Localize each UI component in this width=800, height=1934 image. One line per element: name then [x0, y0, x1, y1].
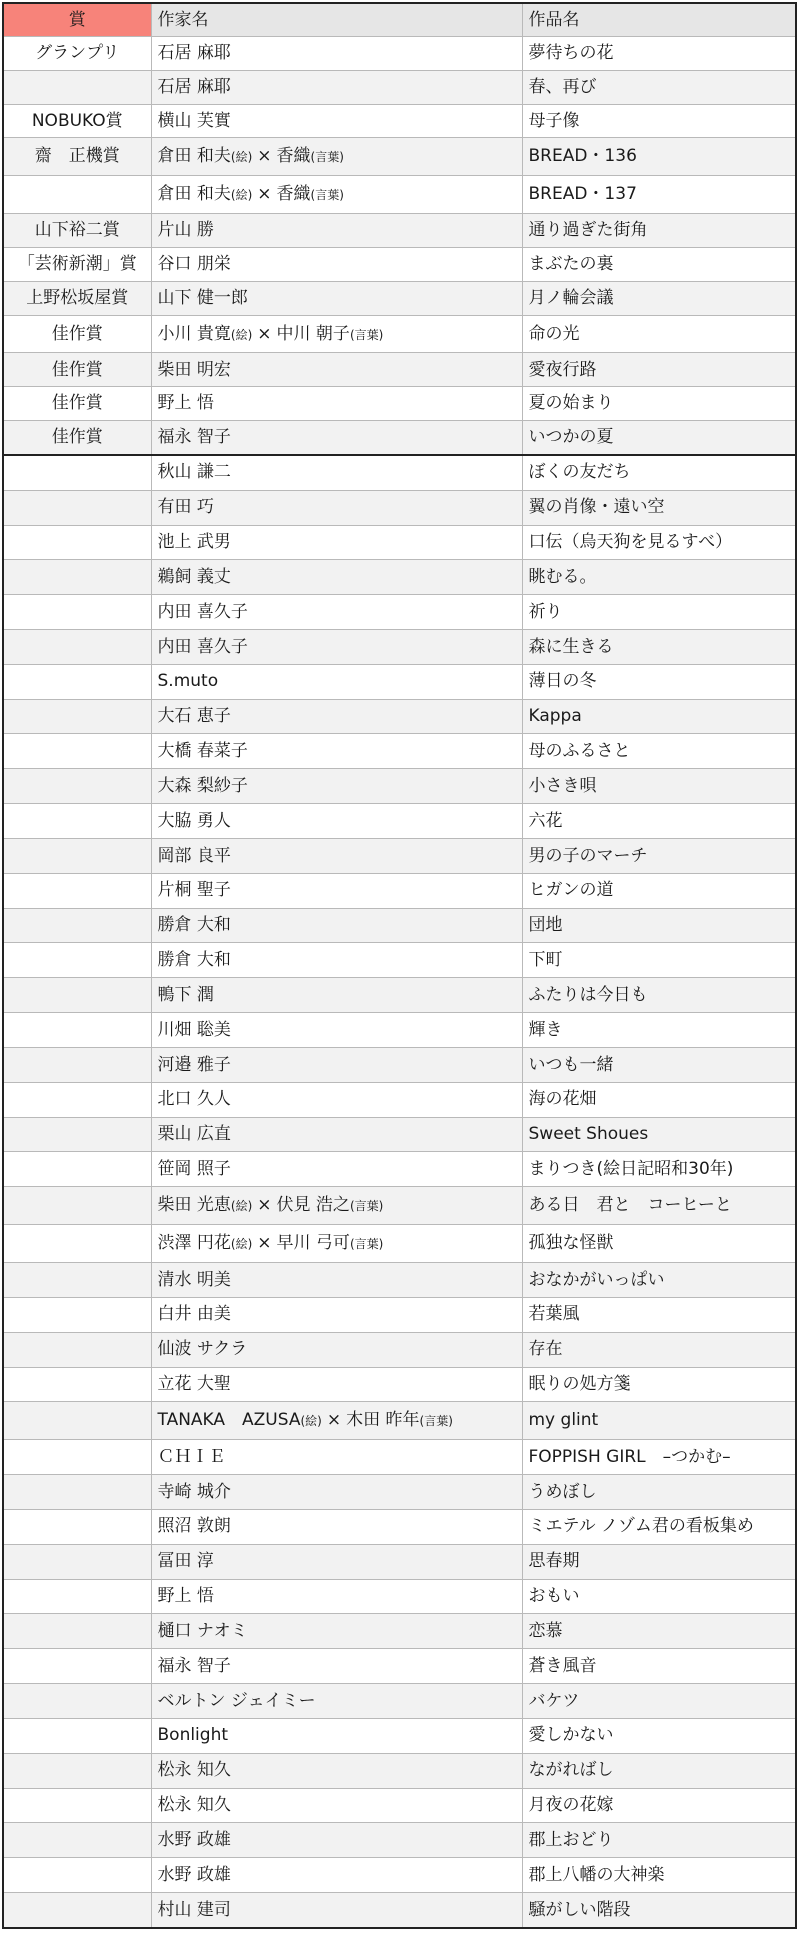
- title-cell: 郡上八幡の大神楽: [522, 1858, 796, 1893]
- artist-cell: 野上 悟: [151, 387, 522, 421]
- entry-row: [3, 1332, 796, 1367]
- artist-cell: 勝倉 大和: [151, 943, 522, 978]
- artist-cell: 山下 健一郎: [151, 281, 522, 315]
- entry-row: [3, 1082, 796, 1117]
- writer-name: 伏見 浩之: [276, 1195, 350, 1216]
- winner-row: [3, 70, 796, 104]
- illustrator-role-label: (絵): [230, 150, 253, 165]
- artist-cell: 大橋 春菜子: [151, 734, 522, 769]
- title-cell: FOPPISH GIRL –つかむ–: [522, 1440, 796, 1475]
- prize-cell: [3, 943, 151, 978]
- prize-cell: [3, 1718, 151, 1753]
- illustrator-role-label: (絵): [230, 1199, 253, 1214]
- title-cell: 母のふるさと: [522, 734, 796, 769]
- prize-cell: [3, 734, 151, 769]
- artist-cell: 松永 知久: [151, 1753, 522, 1788]
- entry-row: [3, 1152, 796, 1187]
- artist-cell: 池上 武男: [151, 525, 522, 560]
- artist-cell: [151, 138, 522, 176]
- entry-row: [3, 1614, 796, 1649]
- prize-cell: [3, 1082, 151, 1117]
- prize-cell: [3, 769, 151, 804]
- artist-cell: 岡部 良平: [151, 838, 522, 873]
- entry-row: [3, 1718, 796, 1753]
- entry-row: [3, 664, 796, 699]
- entry-row: [3, 1117, 796, 1152]
- title-cell: 郡上おどり: [522, 1823, 796, 1858]
- artist-cell: 笹岡 照子: [151, 1152, 522, 1187]
- winner-row: [3, 315, 796, 353]
- title-cell: 薄日の冬: [522, 664, 796, 699]
- prize-cell: [3, 1788, 151, 1823]
- header-row: [3, 3, 796, 37]
- artist-cell: [151, 1402, 522, 1440]
- winner-row: [3, 281, 796, 315]
- title-cell: Kappa: [522, 699, 796, 734]
- prize-cell: [3, 1649, 151, 1684]
- illustrator-name: TANAKA AZUSA: [157, 1410, 301, 1431]
- title-cell: 男の子のマーチ: [522, 838, 796, 873]
- prize-column-header: 賞: [3, 3, 151, 37]
- title-cell: BREAD・136: [522, 138, 796, 176]
- artist-cell: 白井 由美: [151, 1297, 522, 1332]
- entry-row: [3, 1225, 796, 1263]
- artist-cell: 福永 智子: [151, 421, 522, 455]
- winner-row: [3, 37, 796, 71]
- entry-row: [3, 1263, 796, 1298]
- prize-cell: [3, 1509, 151, 1544]
- title-cell: 六花: [522, 804, 796, 839]
- prize-cell: 佳作賞: [3, 421, 151, 455]
- title-cell: 海の花畑: [522, 1082, 796, 1117]
- entry-row: [3, 1013, 796, 1048]
- entry-row: [3, 1475, 796, 1510]
- title-cell: 愛しかない: [522, 1718, 796, 1753]
- artist-column-header: 作家名: [151, 3, 522, 37]
- title-cell: おもい: [522, 1579, 796, 1614]
- artist-cell: 冨田 淳: [151, 1544, 522, 1579]
- prize-cell: 齋 正機賞: [3, 138, 151, 176]
- artist-cell: 仙波 サクラ: [151, 1332, 522, 1367]
- title-cell: いつかの夏: [522, 421, 796, 455]
- collaboration-cross: ×: [257, 146, 272, 167]
- writer-name: 木田 昨年: [346, 1410, 420, 1431]
- prize-cell: [3, 1614, 151, 1649]
- title-cell: 若葉風: [522, 1297, 796, 1332]
- collaboration-cross: ×: [326, 1410, 342, 1431]
- prize-cell: 佳作賞: [3, 387, 151, 421]
- artist-cell: 樋口 ナオミ: [151, 1614, 522, 1649]
- artist-cell: 鴨下 潤: [151, 978, 522, 1013]
- prize-cell: [3, 1579, 151, 1614]
- illustrator-name: 倉田 和夫: [157, 146, 231, 167]
- prize-cell: [3, 1402, 151, 1440]
- winner-row: [3, 247, 796, 281]
- title-cell: まぶたの裏: [522, 247, 796, 281]
- title-cell: ぼくの友だち: [522, 455, 796, 490]
- prize-cell: [3, 560, 151, 595]
- writer-role-label: (言葉): [349, 1199, 384, 1214]
- winner-row: [3, 214, 796, 248]
- artist-cell: 内田 喜久子: [151, 630, 522, 665]
- title-cell: 夏の始まり: [522, 387, 796, 421]
- entry-row: [3, 630, 796, 665]
- entry-row: [3, 490, 796, 525]
- artist-cell: 栗山 広直: [151, 1117, 522, 1152]
- entry-row: [3, 1893, 796, 1929]
- title-cell: ふたりは今日も: [522, 978, 796, 1013]
- title-cell: 存在: [522, 1332, 796, 1367]
- entry-row: [3, 1544, 796, 1579]
- title-cell: ある日 君と コーヒーと: [522, 1187, 796, 1225]
- prize-cell: グランプリ: [3, 37, 151, 71]
- artist-cell: 石居 麻耶: [151, 37, 522, 71]
- prize-cell: 山下裕二賞: [3, 214, 151, 248]
- title-cell: ながればし: [522, 1753, 796, 1788]
- title-column-header: 作品名: [522, 3, 796, 37]
- prize-cell: [3, 1013, 151, 1048]
- artist-cell: ベルトン ジェイミー: [151, 1684, 522, 1719]
- prize-cell: [3, 699, 151, 734]
- artist-cell: 松永 知久: [151, 1788, 522, 1823]
- title-cell: 月ノ輪会議: [522, 281, 796, 315]
- winner-row: [3, 387, 796, 421]
- winner-row: [3, 421, 796, 455]
- illustrator-role-label: (絵): [230, 1237, 253, 1252]
- artist-cell: 勝倉 大和: [151, 908, 522, 943]
- winner-row: [3, 104, 796, 138]
- prize-cell: [3, 1440, 151, 1475]
- entry-row: [3, 804, 796, 839]
- entry-row: [3, 873, 796, 908]
- winner-row: [3, 176, 796, 214]
- prize-cell: [3, 1367, 151, 1402]
- prize-cell: [3, 1117, 151, 1152]
- title-cell: 母子像: [522, 104, 796, 138]
- entry-row: [3, 943, 796, 978]
- artist-cell: 寺崎 城介: [151, 1475, 522, 1510]
- artist-cell: 大脇 勇人: [151, 804, 522, 839]
- artist-cell: 水野 政雄: [151, 1823, 522, 1858]
- title-cell: 蒼き風音: [522, 1649, 796, 1684]
- artist-cell: 石居 麻耶: [151, 70, 522, 104]
- artist-cell: 照沼 敦朗: [151, 1509, 522, 1544]
- prize-cell: [3, 525, 151, 560]
- illustrator-role-label: (絵): [300, 1414, 322, 1429]
- entry-row: [3, 560, 796, 595]
- artist-cell: 水野 政雄: [151, 1858, 522, 1893]
- title-cell: 愛夜行路: [522, 353, 796, 387]
- artist-cell: 川畑 聡美: [151, 1013, 522, 1048]
- artist-cell: 片桐 聖子: [151, 873, 522, 908]
- title-cell: おなかがいっぱい: [522, 1263, 796, 1298]
- entry-row: [3, 1579, 796, 1614]
- illustrator-role-label: (絵): [230, 188, 253, 203]
- artist-cell: 清水 明美: [151, 1263, 522, 1298]
- artist-cell: 立花 大聖: [151, 1367, 522, 1402]
- winner-row: [3, 138, 796, 176]
- title-cell: いつも一緒: [522, 1047, 796, 1082]
- prize-cell: [3, 490, 151, 525]
- prize-cell: [3, 1893, 151, 1929]
- artist-cell: S.muto: [151, 664, 522, 699]
- artist-cell: 片山 勝: [151, 214, 522, 248]
- award-list-table: [2, 2, 797, 1929]
- prize-cell: [3, 1858, 151, 1893]
- prize-cell: 「芸術新潮」賞: [3, 247, 151, 281]
- writer-role-label: (言葉): [310, 150, 344, 165]
- artist-cell: ＣＨＩＥ: [151, 1440, 522, 1475]
- prize-cell: [3, 873, 151, 908]
- illustrator-name: 倉田 和夫: [157, 184, 231, 205]
- title-cell: my glint: [522, 1402, 796, 1440]
- illustrator-role-label: (絵): [230, 327, 253, 342]
- artist-cell: 横山 芙實: [151, 104, 522, 138]
- title-cell: 眠りの処方箋: [522, 1367, 796, 1402]
- writer-role-label: (言葉): [310, 188, 344, 203]
- table-body: [3, 37, 796, 1929]
- writer-name: 早川 弓可: [276, 1233, 350, 1254]
- entry-row: [3, 908, 796, 943]
- entry-row: [3, 1649, 796, 1684]
- illustrator-name: 渋澤 円花: [157, 1233, 231, 1254]
- artist-cell: 内田 喜久子: [151, 595, 522, 630]
- entry-row: [3, 1367, 796, 1402]
- artist-cell: [151, 176, 522, 214]
- title-cell: ヒガンの道: [522, 873, 796, 908]
- prize-cell: [3, 804, 151, 839]
- title-cell: 祈り: [522, 595, 796, 630]
- entry-row: [3, 1788, 796, 1823]
- entry-row: [3, 525, 796, 560]
- prize-cell: [3, 455, 151, 490]
- artist-cell: 河邉 雅子: [151, 1047, 522, 1082]
- title-cell: うめぼし: [522, 1475, 796, 1510]
- entry-row: [3, 1684, 796, 1719]
- title-cell: バケツ: [522, 1684, 796, 1719]
- artist-cell: [151, 1187, 522, 1225]
- prize-cell: [3, 630, 151, 665]
- entry-row: [3, 1823, 796, 1858]
- title-cell: 思春期: [522, 1544, 796, 1579]
- entry-row: [3, 838, 796, 873]
- entry-row: [3, 769, 796, 804]
- entry-row: [3, 1402, 796, 1440]
- entry-row: [3, 1858, 796, 1893]
- table-header: [3, 3, 796, 37]
- entry-row: [3, 1187, 796, 1225]
- prize-cell: NOBUKO賞: [3, 104, 151, 138]
- title-cell: 騒がしい階段: [522, 1893, 796, 1929]
- artist-cell: 野上 悟: [151, 1579, 522, 1614]
- title-cell: 通り過ぎた街角: [522, 214, 796, 248]
- prize-cell: [3, 1823, 151, 1858]
- prize-cell: [3, 1544, 151, 1579]
- title-cell: まりつき(絵日記昭和30年): [522, 1152, 796, 1187]
- collaboration-cross: ×: [257, 1233, 272, 1254]
- title-cell: 夢待ちの花: [522, 37, 796, 71]
- title-cell: 孤独な怪獣: [522, 1225, 796, 1263]
- artist-cell: 福永 智子: [151, 1649, 522, 1684]
- artist-cell: 大森 梨紗子: [151, 769, 522, 804]
- writer-role-label: (言葉): [349, 1237, 384, 1252]
- illustrator-name: 小川 貴寛: [157, 323, 231, 344]
- writer-name: 香織: [276, 146, 311, 167]
- prize-cell: [3, 1152, 151, 1187]
- title-cell: 恋慕: [522, 1614, 796, 1649]
- artist-cell: [151, 1225, 522, 1263]
- prize-cell: [3, 176, 151, 214]
- prize-cell: [3, 1684, 151, 1719]
- writer-role-label: (言葉): [419, 1414, 453, 1429]
- artist-cell: 柴田 明宏: [151, 353, 522, 387]
- entry-row: [3, 734, 796, 769]
- artist-cell: 谷口 朋栄: [151, 247, 522, 281]
- entry-row: [3, 1047, 796, 1082]
- prize-cell: [3, 595, 151, 630]
- title-cell: 森に生きる: [522, 630, 796, 665]
- prize-cell: 上野松坂屋賞: [3, 281, 151, 315]
- writer-name: 中川 朝子: [276, 323, 350, 344]
- prize-cell: 佳作賞: [3, 315, 151, 353]
- artist-cell: 村山 建司: [151, 1893, 522, 1929]
- entry-row: [3, 595, 796, 630]
- collaboration-cross: ×: [257, 184, 272, 205]
- prize-cell: [3, 1047, 151, 1082]
- title-cell: 眺むる。: [522, 560, 796, 595]
- title-cell: 口伝（烏天狗を見るすべ）: [522, 525, 796, 560]
- prize-cell: [3, 1187, 151, 1225]
- entry-row: [3, 978, 796, 1013]
- entry-row: [3, 1440, 796, 1475]
- title-cell: BREAD・137: [522, 176, 796, 214]
- title-cell: 輝き: [522, 1013, 796, 1048]
- title-cell: 翼の肖像・遠い空: [522, 490, 796, 525]
- artist-cell: 秋山 謙二: [151, 455, 522, 490]
- title-cell: 命の光: [522, 315, 796, 353]
- entry-row: [3, 1297, 796, 1332]
- illustrator-name: 柴田 光恵: [157, 1195, 231, 1216]
- prize-cell: [3, 1475, 151, 1510]
- title-cell: 春、再び: [522, 70, 796, 104]
- artist-cell: 有田 巧: [151, 490, 522, 525]
- prize-cell: [3, 70, 151, 104]
- prize-cell: [3, 1225, 151, 1263]
- prize-cell: [3, 1297, 151, 1332]
- prize-cell: [3, 838, 151, 873]
- title-cell: 下町: [522, 943, 796, 978]
- winner-row: [3, 353, 796, 387]
- prize-cell: [3, 1332, 151, 1367]
- prize-cell: [3, 1263, 151, 1298]
- prize-cell: [3, 908, 151, 943]
- title-cell: 月夜の花嫁: [522, 1788, 796, 1823]
- entry-row: [3, 455, 796, 490]
- title-cell: 団地: [522, 908, 796, 943]
- prize-cell: [3, 978, 151, 1013]
- artist-cell: [151, 315, 522, 353]
- entry-row: [3, 1509, 796, 1544]
- collaboration-cross: ×: [257, 1195, 272, 1216]
- title-cell: 小さき唄: [522, 769, 796, 804]
- entry-row: [3, 699, 796, 734]
- prize-cell: [3, 1753, 151, 1788]
- artist-cell: 大石 恵子: [151, 699, 522, 734]
- collaboration-cross: ×: [257, 323, 272, 344]
- writer-name: 香織: [276, 184, 311, 205]
- artist-cell: Bonlight: [151, 1718, 522, 1753]
- prize-cell: 佳作賞: [3, 353, 151, 387]
- prize-cell: [3, 664, 151, 699]
- title-cell: Sweet Shoues: [522, 1117, 796, 1152]
- artist-cell: 北口 久人: [151, 1082, 522, 1117]
- title-cell: ミエテル ノゾム君の看板集め: [522, 1509, 796, 1544]
- artist-cell: 鵜飼 義丈: [151, 560, 522, 595]
- writer-role-label: (言葉): [349, 327, 384, 342]
- entry-row: [3, 1753, 796, 1788]
